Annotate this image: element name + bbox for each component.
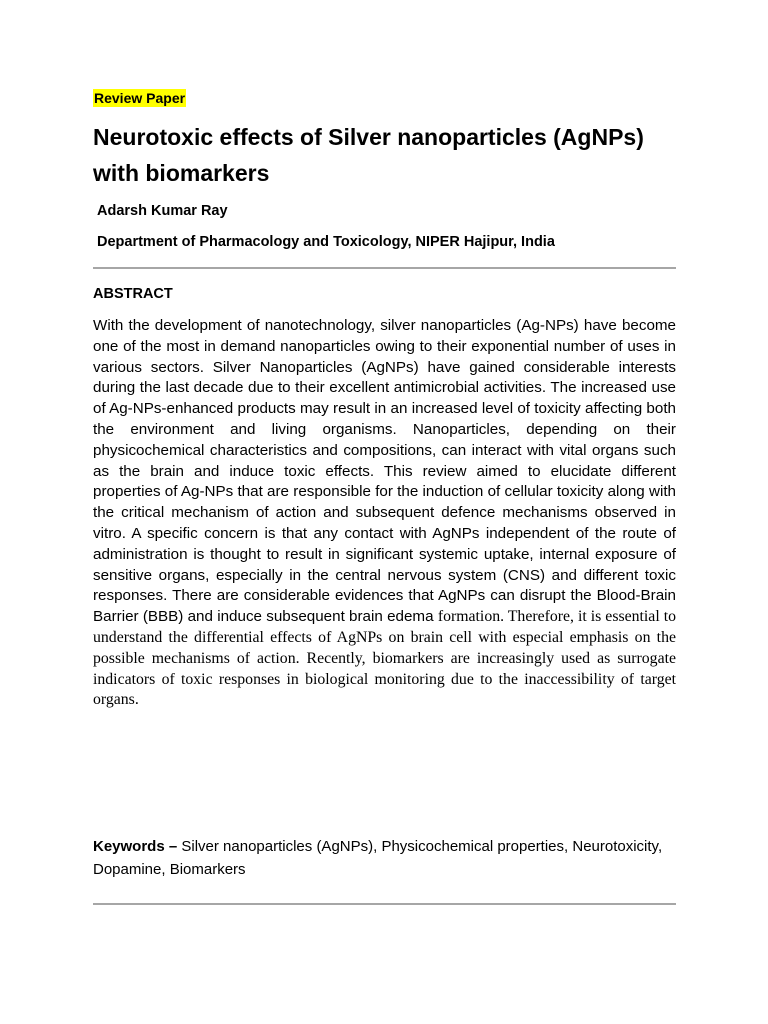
abstract-body <box>93 316 676 711</box>
abstract-text-serif: formation. Therefore, it is essential to understand the differential effects of AgNPs on brain cell with especial emphasis on the possible mechanisms of action. Recently, biomarkers are increasingly used as surrogate indicators of toxic responses in biological monitoring due to the inaccessibility of target organs. <box>93 608 676 709</box>
keywords-text: Silver nanoparticles (AgNPs), Physicochemical properties, Neurotoxicity, Dopamine, Biomarkers <box>93 838 663 878</box>
paper-type-label: Review Paper <box>94 90 186 106</box>
author-affiliation: Department of Pharmacology and Toxicology, NIPER Hajipur, India <box>97 234 555 250</box>
author-name: Adarsh Kumar Ray <box>97 203 228 219</box>
keywords-block <box>93 836 676 881</box>
abstract-text-sans: With the development of nanotechnology, silver nanoparticles (Ag-NPs) have become one of the most in demand nanoparticles owing to their exponential number of uses in various sectors. Silver Nanoparticles (AgNPs) have gained considerable interests during the last decade due to their excellent antimicrobial activities. The increased use of Ag-NPs-enhanced products may result in an increased level of toxicity affecting both the environment and living organisms. Nanoparticles, depending on their physicochemical characteristics and compositions, can interact with vital organs such as the brain and induce toxic effects. This review aimed to elucidate different properties of Ag-NPs that are responsible for the induction of cellular toxicity along with the critical mechanism of action and subsequent defence mechanisms observed in vitro. A specific concern is that any contact with AgNPs independent of the route of administration is thought to result in significant systemic uptake, internal exposure of sensitive organs, especially in the central nervous system (CNS) and different toxic responses. There are considerable evidences that AgNPs can disrupt the Blood-Brain Barrier (BBB) and induce subsequent brain edema <box>93 317 676 626</box>
abstract-heading: ABSTRACT <box>93 286 173 302</box>
bottom-divider <box>93 903 676 905</box>
paper-title: Neurotoxic effects of Silver nanoparticles (AgNPs) with biomarkers <box>93 124 644 186</box>
top-divider <box>93 267 676 269</box>
keywords-label: Keywords – <box>93 838 178 855</box>
